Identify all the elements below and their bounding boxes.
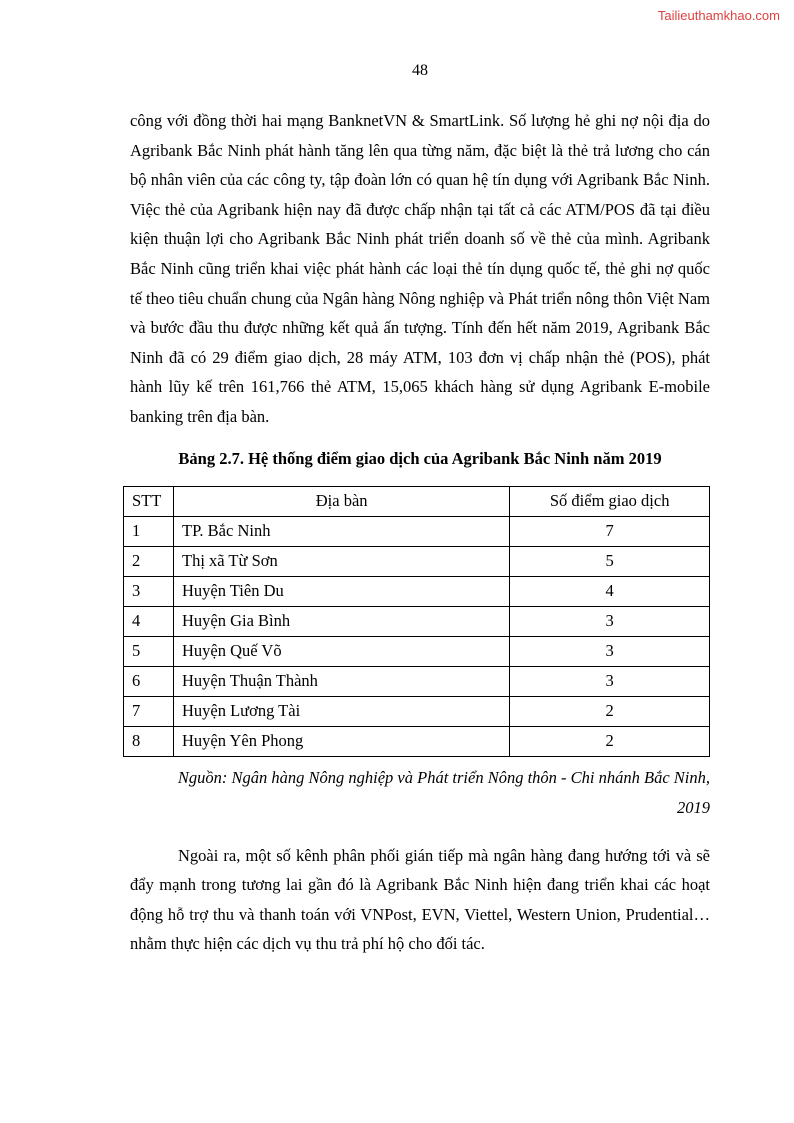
cell-stt: 3 bbox=[124, 576, 174, 606]
cell-dia-ban: TP. Bắc Ninh bbox=[173, 516, 509, 546]
header-dia-ban: Địa bàn bbox=[173, 486, 509, 516]
table-row bbox=[124, 516, 710, 546]
table-row bbox=[124, 606, 710, 636]
cell-dia-ban: Huyện Quế Võ bbox=[173, 636, 509, 666]
table-row bbox=[124, 696, 710, 726]
source-note bbox=[130, 763, 710, 823]
cell-stt: 8 bbox=[124, 726, 174, 756]
cell-so-diem: 2 bbox=[510, 726, 710, 756]
table-row bbox=[124, 666, 710, 696]
cell-so-diem: 7 bbox=[510, 516, 710, 546]
table-caption: Bảng 2.7. Hệ thống điểm giao dịch của Agribank Bắc Ninh năm 2019 bbox=[178, 448, 662, 468]
table-row bbox=[124, 726, 710, 756]
cell-stt: 2 bbox=[124, 546, 174, 576]
source-line-1: Nguồn: Ngân hàng Nông nghiệp và Phát triển Nông thôn - Chi nhánh Bắc Ninh, bbox=[177, 767, 710, 787]
table-row bbox=[124, 636, 710, 666]
table-header bbox=[124, 486, 710, 516]
cell-dia-ban: Huyện Tiên Du bbox=[173, 576, 509, 606]
source-line-2: 2019 bbox=[677, 797, 710, 817]
cell-so-diem: 3 bbox=[510, 636, 710, 666]
cell-dia-ban: Huyện Thuận Thành bbox=[173, 666, 509, 696]
page-number: 48 bbox=[412, 62, 428, 79]
cell-stt: 7 bbox=[124, 696, 174, 726]
watermark-text: Tailieuthamkhao.com bbox=[657, 8, 780, 23]
cell-dia-ban: Thị xã Từ Sơn bbox=[173, 546, 509, 576]
cell-so-diem: 3 bbox=[510, 666, 710, 696]
paragraph-indirect-channels: Ngoài ra, một số kênh phân phối gián tiếp mà ngân hàng đang hướng tới và sẽ đẩy mạnh trong tương lai gần đó là Agribank Bắc Ninh hiện đang triển khai các hoạt động hỗ trợ thu và thanh toán với VNPost, EVN, Viettel, Western Union, Prudential… nhằm thực hiện các dịch vụ thu trả phí hộ cho đối tác. bbox=[130, 845, 710, 954]
table-body bbox=[124, 516, 710, 756]
cell-stt: 1 bbox=[124, 516, 174, 546]
table-header-row bbox=[124, 486, 710, 516]
cell-dia-ban: Huyện Gia Bình bbox=[173, 606, 509, 636]
cell-stt: 6 bbox=[124, 666, 174, 696]
cell-so-diem: 5 bbox=[510, 546, 710, 576]
cell-dia-ban: Huyện Lương Tài bbox=[173, 696, 509, 726]
table-row bbox=[124, 546, 710, 576]
header-so-diem-giao-dich: Số điểm giao dịch bbox=[510, 486, 710, 516]
header-stt: STT bbox=[124, 486, 174, 516]
branch-network-table bbox=[123, 486, 710, 757]
cell-so-diem: 2 bbox=[510, 696, 710, 726]
cell-stt: 4 bbox=[124, 606, 174, 636]
cell-stt: 5 bbox=[124, 636, 174, 666]
table-row bbox=[124, 576, 710, 606]
cell-so-diem: 3 bbox=[510, 606, 710, 636]
paragraph-atm-pos: công với đồng thời hai mạng BanknetVN & SmartLink. Số lượng hẻ ghi nợ nội địa do Agribank Bắc Ninh phát hành tăng lên qua từng năm, đặc biệt là thẻ trả lương cho cán bộ nhân viên của các công ty, tập đoàn lớn có quan hệ tín dụng với Agribank Bắc Ninh. Việc thẻ của Agribank hiện nay đã được chấp nhận tại tất cả các ATM/POS đã tại điều kiện thuận lợi cho Agribank Bắc Ninh phát triển doanh số về thẻ của mình. Agribank Bắc Ninh cũng triển khai việc phát hành các loại thẻ tín dụng quốc tế, thẻ ghi nợ quốc tế theo tiêu chuẩn chung của Ngân hàng Nông nghiệp và Phát triển nông thôn Việt Nam và bước đầu thu được những kết quả ấn tượng. Tính đến hết năm 2019, Agribank Bắc Ninh đã có 29 điểm giao dịch, 28 máy ATM, 103 đơn vị chấp nhận thẻ (POS), phát hành lũy kế trên 161,766 thẻ ATM, 15,065 khách hàng sử dụng Agribank E-mobile banking trên địa bàn. bbox=[130, 111, 710, 426]
cell-dia-ban: Huyện Yên Phong bbox=[173, 726, 509, 756]
cell-so-diem: 4 bbox=[510, 576, 710, 606]
